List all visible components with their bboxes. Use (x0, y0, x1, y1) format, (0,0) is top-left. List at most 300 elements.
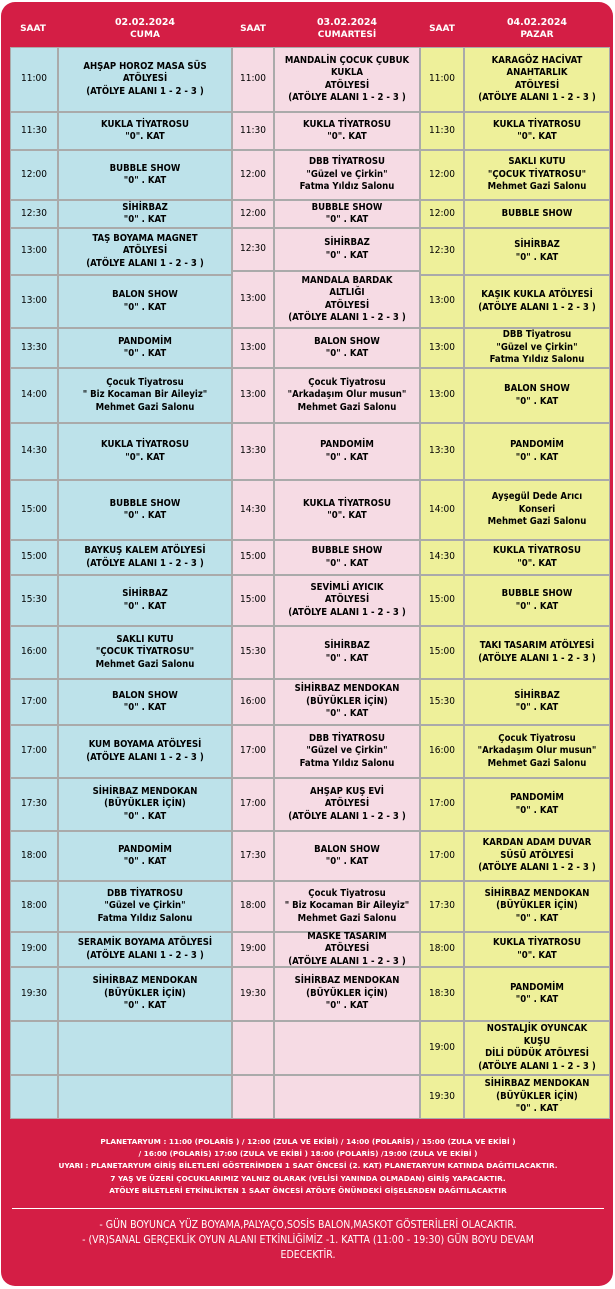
event-cell (58, 328, 232, 368)
event-line: "0" . KAT (123, 175, 167, 186)
time-cell (420, 626, 464, 679)
time-cell (10, 423, 58, 480)
event-line: SİHİRBAZ MENDOKAN (92, 975, 198, 987)
event-line: ATÖLYESİ (324, 943, 370, 955)
event-line: Mehmet Gazi Salonu (487, 757, 587, 769)
event-line: SİHİRBAZ MENDOKAN (484, 1078, 590, 1090)
time-label: 13:00 (240, 341, 266, 353)
time-cell (420, 328, 464, 368)
event-line: (ATÖLYE ALANI 1 - 2 - 3 ) (478, 301, 596, 313)
event-line: (ATÖLYE ALANI 1 - 2 - 3 ) (86, 751, 204, 763)
day-header-saturday (274, 14, 420, 44)
time-label: 19:30 (429, 1090, 455, 1102)
event-line: KUKLA TİYATROSU (493, 937, 581, 948)
time-label: 12:00 (240, 168, 266, 180)
time-cell (10, 626, 58, 679)
event-cell (274, 47, 420, 112)
time-label: 12:30 (429, 245, 455, 257)
day-name: CUMARTESİ (317, 30, 377, 40)
event-cell (274, 1075, 420, 1119)
time-label: 15:30 (429, 695, 455, 707)
event-cell (464, 423, 610, 480)
time-cell (10, 932, 58, 967)
event-line: "0" . KAT (325, 451, 369, 463)
event-line: (BÜYÜKLER İÇİN) (306, 695, 388, 707)
event-line: SİHİRBAZ (324, 640, 370, 651)
event-cell (464, 932, 610, 967)
time-label: 14:00 (21, 389, 47, 401)
time-cell (232, 271, 274, 328)
time-cell (10, 150, 58, 200)
time-cell (232, 725, 274, 778)
event-line: (ATÖLYE ALANI 1 - 2 - 3 ) (478, 862, 596, 874)
time-cell (232, 778, 274, 831)
event-line: "0" . KAT (515, 395, 559, 407)
event-line: "0" . KAT (123, 600, 167, 612)
time-label: 17:00 (429, 798, 455, 810)
time-label: 12:00 (240, 207, 266, 219)
event-line: MASKE TASARIM (307, 930, 387, 942)
time-label: 16:00 (21, 646, 47, 658)
time-cell (232, 368, 274, 423)
event-line: SAKLI KUTU (116, 633, 174, 645)
time-label: 18:00 (429, 943, 455, 955)
time-cell (232, 480, 274, 540)
time-cell (10, 540, 58, 575)
time-label: 15:00 (429, 646, 455, 658)
event-cell (58, 423, 232, 480)
time-cell (10, 275, 58, 328)
event-line: "ÇOCUK TİYATROSU" (95, 646, 195, 658)
event-line: KUKLA TİYATROSU (493, 118, 581, 130)
event-line: TAKI TASARIM ATÖLYESİ (479, 640, 595, 651)
saat-label: SAAT (20, 24, 46, 34)
event-line: ATÖLYESİ (324, 299, 370, 311)
event-cell (58, 778, 232, 831)
time-cell (10, 1075, 58, 1119)
event-line: Çocuk Tiyatrosu (308, 887, 386, 899)
bottom-note-line: - GÜN BOYUNCA YÜZ BOYAMA,PALYAÇO,SOSİS BALON,MASKOT GÖSTERİLERİ OLACAKTIR. (99, 1219, 517, 1231)
event-cell (464, 967, 610, 1021)
time-label: 13:00 (429, 389, 455, 401)
event-cell (464, 112, 610, 150)
event-line: PANDOMİM (510, 792, 564, 803)
time-cell (10, 112, 58, 150)
time-cell (10, 480, 58, 540)
time-label: 16:00 (429, 745, 455, 757)
note-line: PLANETARYUM : 11:00 (POLARİS ) / 12:00 (ZULA VE EKİBİ) / 14:00 (POLARİS) / 15:00 (ZULA VE EKİBİ ) (100, 1137, 516, 1146)
saat-header-2 (232, 14, 274, 44)
event-line: PANDOMİM (510, 981, 564, 993)
time-cell (420, 967, 464, 1021)
event-cell (464, 778, 610, 831)
event-line: Çocuk Tiyatrosu (106, 376, 184, 388)
event-cell (58, 112, 232, 150)
time-label: 13:00 (429, 341, 455, 353)
event-line: "0" . KAT (515, 600, 559, 612)
time-label: 12:00 (429, 207, 455, 219)
time-cell (420, 275, 464, 328)
event-cell (274, 423, 420, 480)
event-line: KARDAN ADAM DUVAR (482, 837, 592, 849)
time-label: 17:00 (240, 798, 266, 810)
event-line: SEVİMLİ AYICIK (310, 581, 384, 593)
event-line: "0" . KAT (325, 856, 369, 867)
note-line: UYARI : PLANETARYUM GİRİŞ BİLETLERİ GÖSTERİMDEN 1 SAAT ÖNCESİ (2. KAT) PLANETARYUM KATINDA DAĞITILACAKTIR. (58, 1161, 558, 1171)
event-line: "0" . KAT (515, 804, 559, 816)
saat-header-3 (420, 14, 464, 44)
event-line: "0" . KAT (515, 994, 559, 1005)
time-cell (232, 540, 274, 575)
event-line: MANDALA BARDAK (301, 274, 393, 286)
time-cell (420, 932, 464, 967)
event-line: (ATÖLYE ALANI 1 - 2 - 3 ) (288, 955, 406, 967)
event-line: "0" . KAT (325, 708, 369, 720)
time-label: 17:30 (429, 900, 455, 912)
time-cell (420, 881, 464, 932)
event-line: (ATÖLYE ALANI 1 - 2 - 3 ) (478, 1060, 596, 1072)
event-line: "0" . KAT (123, 510, 167, 521)
event-cell (58, 932, 232, 967)
event-cell (274, 368, 420, 423)
event-line: Fatma Yıldız Salonu (299, 181, 395, 193)
time-label: 12:30 (240, 243, 266, 255)
event-cell (274, 575, 420, 626)
event-line: PANDOMİM (510, 439, 564, 450)
event-line: "Güzel ve Çirkin" (306, 168, 388, 180)
time-label: 11:30 (240, 124, 266, 136)
time-label: 18:30 (429, 987, 455, 999)
event-line: Mehmet Gazi Salonu (297, 912, 397, 924)
time-label: 18:00 (21, 849, 47, 861)
event-line: PANDOMİM (118, 335, 172, 347)
event-line: Fatma Yıldız Salonu (299, 757, 395, 769)
event-line: BUBBLE SHOW (311, 201, 383, 213)
event-line: "0" . KAT (325, 214, 369, 225)
event-line: "0" . KAT (325, 348, 369, 359)
event-line: KUKLA TİYATROSU (303, 118, 391, 130)
event-line: DİLİ DÜDÜK ATÖLYESİ (485, 1048, 589, 1059)
event-line: (ATÖLYE ALANI 1 - 2 - 3 ) (288, 606, 406, 618)
time-label: 15:30 (21, 594, 47, 606)
bottom-note-line: - (VR)SANAL GERÇEKLİK OYUN ALANI ETKİNLİĞİMİZ -1. KATTA (11:00 - 19:30) GÜN BOYU DEVAM (82, 1234, 534, 1246)
day-date: 02.02.2024 (114, 17, 176, 28)
event-line: Mehmet Gazi Salonu (487, 516, 587, 528)
time-cell (420, 679, 464, 725)
event-cell (58, 480, 232, 540)
saat-header-1 (10, 14, 56, 44)
event-cell (58, 725, 232, 778)
event-line: "Güzel ve Çirkin" (306, 745, 388, 757)
time-label: 17:00 (240, 745, 266, 757)
event-cell (274, 112, 420, 150)
time-cell (420, 725, 464, 778)
time-label: 17:00 (21, 745, 47, 757)
time-cell (420, 368, 464, 423)
event-line: BALON SHOW (112, 689, 178, 701)
time-cell (420, 480, 464, 540)
event-line: (BÜYÜKLER İÇİN) (496, 1090, 578, 1102)
time-cell (10, 200, 58, 228)
event-line: "0" . KAT (515, 451, 559, 463)
event-line: KUKLA (330, 67, 364, 78)
event-cell (274, 967, 420, 1021)
event-line: DBB TİYATROSU (308, 732, 386, 744)
event-line: BUBBLE SHOW (109, 497, 181, 509)
event-line: Çocuk Tiyatrosu (308, 376, 386, 388)
event-line: "0" . KAT (123, 301, 167, 313)
time-label: 17:30 (240, 849, 266, 861)
event-line: DBB TİYATROSU (308, 156, 386, 168)
event-line: SERAMİK BOYAMA ATÖLYESİ (77, 937, 213, 948)
planetarium-notes (12, 1136, 604, 1197)
event-cell (58, 626, 232, 679)
time-cell (420, 1075, 464, 1119)
event-line: ATÖLYESİ (122, 245, 168, 257)
event-line: "0" . KAT (123, 702, 167, 713)
event-cell (274, 932, 420, 967)
time-label: 13:00 (240, 389, 266, 401)
event-line: (ATÖLYE ALANI 1 - 2 - 3 ) (288, 810, 406, 822)
time-cell (10, 967, 58, 1021)
time-label: 13:00 (240, 293, 266, 305)
event-line: (ATÖLYE ALANI 1 - 2 - 3 ) (288, 92, 406, 103)
time-label: 19:00 (429, 1041, 455, 1053)
event-line: BALON SHOW (504, 383, 570, 394)
day-header-sunday (464, 14, 610, 44)
event-cell (464, 228, 610, 275)
time-cell (10, 881, 58, 932)
event-cell (274, 271, 420, 328)
event-cell (464, 575, 610, 626)
event-line: "0" . KAT (515, 912, 559, 924)
event-cell (464, 881, 610, 932)
event-line: "0" . KAT (515, 251, 559, 263)
event-line: (ATÖLYE ALANI 1 - 2 - 3 ) (288, 312, 406, 323)
time-label: 11:00 (429, 73, 455, 85)
event-cell (58, 967, 232, 1021)
event-line: SAKLI KUTU (508, 156, 566, 168)
note-line: 7 YAŞ VE ÜZERİ ÇOCUKLARIMIZ YALNIZ OLARAK (VELİSİ YANINDA OLMADAN) GİRİŞ YAPACAKTIR. (110, 1173, 506, 1183)
time-cell (420, 200, 464, 228)
time-label: 13:00 (21, 245, 47, 257)
time-label: 19:00 (21, 943, 47, 955)
event-line: ATÖLYESİ (324, 79, 370, 91)
event-cell (464, 540, 610, 575)
event-line: DBB Tiyatrosu (502, 329, 572, 341)
note-line: / 16:00 (POLARİS) 17:00 (ZULA VE EKİBİ ) 18:00 (POLARİS) /19:00 (ZULA VE EKİBİ ) (138, 1149, 478, 1159)
event-line: "0" . KAT (123, 214, 167, 225)
time-cell (10, 679, 58, 725)
saat-label: SAAT (240, 24, 266, 34)
time-cell (420, 778, 464, 831)
day-date: 04.02.2024 (506, 17, 568, 28)
time-label: 11:30 (429, 124, 455, 136)
event-cell (274, 200, 420, 228)
event-line: Fatma Yıldız Salonu (97, 912, 193, 924)
event-line: AHŞAP HOROZ MASA SÜS (83, 60, 207, 72)
event-line: MANDALİN ÇOCUK ÇUBUK (284, 54, 410, 66)
event-line: "0". KAT (517, 949, 557, 961)
time-cell (10, 831, 58, 881)
event-line: SİHİRBAZ (122, 588, 168, 599)
event-cell (58, 679, 232, 725)
day-name: PAZAR (520, 30, 554, 40)
time-cell (232, 150, 274, 200)
event-line: KAŞIK KUKLA ATÖLYESİ (481, 289, 593, 300)
time-cell (420, 540, 464, 575)
time-label: 15:00 (21, 551, 47, 563)
event-cell (464, 626, 610, 679)
event-cell (58, 1021, 232, 1075)
event-line: Konseri (518, 503, 556, 515)
time-cell (420, 150, 464, 200)
time-label: 12:30 (21, 207, 47, 219)
event-line: "0" . KAT (515, 1103, 559, 1115)
event-line: " Biz Kocaman Bir Aileyiz" (82, 389, 208, 401)
event-line: "0". KAT (517, 131, 557, 142)
time-cell (420, 831, 464, 881)
day-date: 03.02.2024 (316, 17, 378, 28)
event-line: (BÜYÜKLER İÇİN) (104, 987, 186, 999)
event-line: ALTLIĞI (329, 287, 365, 298)
event-line: ATÖLYESİ (324, 594, 370, 606)
time-cell (232, 967, 274, 1021)
event-cell (464, 1021, 610, 1075)
event-cell (464, 725, 610, 778)
event-line: KUKLA TİYATROSU (493, 545, 581, 556)
event-line: "0" . KAT (123, 348, 167, 359)
event-line: "0" . KAT (123, 810, 167, 822)
event-line: BALON SHOW (112, 289, 178, 300)
event-cell (58, 150, 232, 200)
event-line: (BÜYÜKLER İÇİN) (496, 900, 578, 912)
event-line: "Güzel ve Çirkin" (496, 341, 578, 353)
event-cell (464, 831, 610, 881)
time-cell (232, 423, 274, 480)
time-label: 15:00 (240, 594, 266, 606)
time-cell (420, 575, 464, 626)
time-label: 11:30 (21, 124, 47, 136)
event-cell (58, 228, 232, 275)
time-label: 18:00 (240, 900, 266, 912)
event-line: "0" . KAT (325, 249, 369, 261)
time-label: 13:00 (429, 295, 455, 307)
event-line: SİHİRBAZ (514, 689, 560, 701)
event-line: Fatma Yıldız Salonu (489, 354, 585, 366)
event-cell (464, 200, 610, 228)
event-line: KUKLA TİYATROSU (101, 439, 189, 450)
time-label: 14:30 (240, 503, 266, 515)
event-line: PANDOMİM (320, 439, 374, 450)
event-line: (ATÖLYE ALANI 1 - 2 - 3 ) (86, 949, 204, 961)
time-label: 17:30 (21, 798, 47, 810)
event-cell (464, 679, 610, 725)
event-line: KUM BOYAMA ATÖLYESİ (88, 739, 202, 750)
event-line: BUBBLE SHOW (109, 162, 181, 174)
event-line: BUBBLE SHOW (501, 207, 573, 219)
event-line: (ATÖLYE ALANI 1 - 2 - 3 ) (86, 85, 204, 97)
time-cell (10, 47, 58, 112)
event-line: (ATÖLYE ALANI 1 - 2 - 3 ) (86, 557, 204, 569)
time-label: 15:00 (21, 503, 47, 515)
event-line: BALON SHOW (314, 843, 380, 855)
event-line: "0". KAT (125, 131, 165, 142)
event-line: Ayşegül Dede Arıcı (491, 491, 583, 503)
event-cell (274, 881, 420, 932)
event-cell (58, 275, 232, 328)
time-cell (10, 575, 58, 626)
event-line: (BÜYÜKLER İÇİN) (306, 987, 388, 999)
event-cell (274, 778, 420, 831)
event-cell (464, 150, 610, 200)
saat-label: SAAT (429, 24, 455, 34)
time-label: 17:00 (429, 849, 455, 861)
event-cell (274, 679, 420, 725)
event-cell (274, 228, 420, 271)
event-line: (BÜYÜKLER İÇİN) (104, 798, 186, 810)
event-line: AHŞAP KUŞ EVİ (310, 785, 384, 797)
bottom-note-line: EDECEKTİR. (280, 1249, 336, 1261)
time-cell (10, 1021, 58, 1075)
time-cell (10, 778, 58, 831)
event-cell (58, 1075, 232, 1119)
event-line: ATÖLYESİ (324, 798, 370, 810)
notes-divider (12, 1208, 604, 1209)
event-line: "Arkadaşım Olur musun" (477, 745, 597, 757)
time-label: 13:30 (21, 341, 47, 353)
time-cell (232, 575, 274, 626)
event-cell (464, 480, 610, 540)
event-cell (464, 1075, 610, 1119)
time-label: 19:00 (240, 943, 266, 955)
event-line: BALON SHOW (314, 335, 380, 347)
time-cell (10, 368, 58, 423)
time-cell (232, 112, 274, 150)
time-label: 13:30 (240, 445, 266, 457)
event-line: Mehmet Gazi Salonu (95, 401, 195, 413)
event-line: PANDOMİM (118, 843, 172, 855)
event-line: Mehmet Gazi Salonu (95, 658, 195, 670)
event-cell (58, 831, 232, 881)
time-cell (10, 725, 58, 778)
event-line: Mehmet Gazi Salonu (297, 401, 397, 413)
event-line: (ATÖLYE ALANI 1 - 2 - 3 ) (86, 257, 204, 269)
event-cell (274, 328, 420, 368)
time-label: 14:30 (429, 551, 455, 563)
event-line: "0". KAT (327, 510, 367, 521)
time-label: 18:00 (21, 900, 47, 912)
event-line: SİHİRBAZ MENDOKAN (92, 785, 198, 797)
event-line: SİHİRBAZ MENDOKAN (484, 887, 590, 899)
event-cell (464, 328, 610, 368)
event-cell (58, 368, 232, 423)
event-line: SİHİRBAZ MENDOKAN (294, 975, 400, 987)
event-cell (464, 368, 610, 423)
event-cell (274, 725, 420, 778)
event-line: KUŞU (523, 1035, 551, 1047)
event-cell (58, 881, 232, 932)
time-label: 14:00 (429, 503, 455, 515)
general-notes (12, 1218, 604, 1263)
time-label: 15:00 (240, 551, 266, 563)
time-label: 15:30 (240, 646, 266, 658)
time-label: 14:30 (21, 445, 47, 457)
time-label: 13:00 (21, 295, 47, 307)
event-cell (58, 575, 232, 626)
time-cell (232, 626, 274, 679)
event-cell (464, 47, 610, 112)
